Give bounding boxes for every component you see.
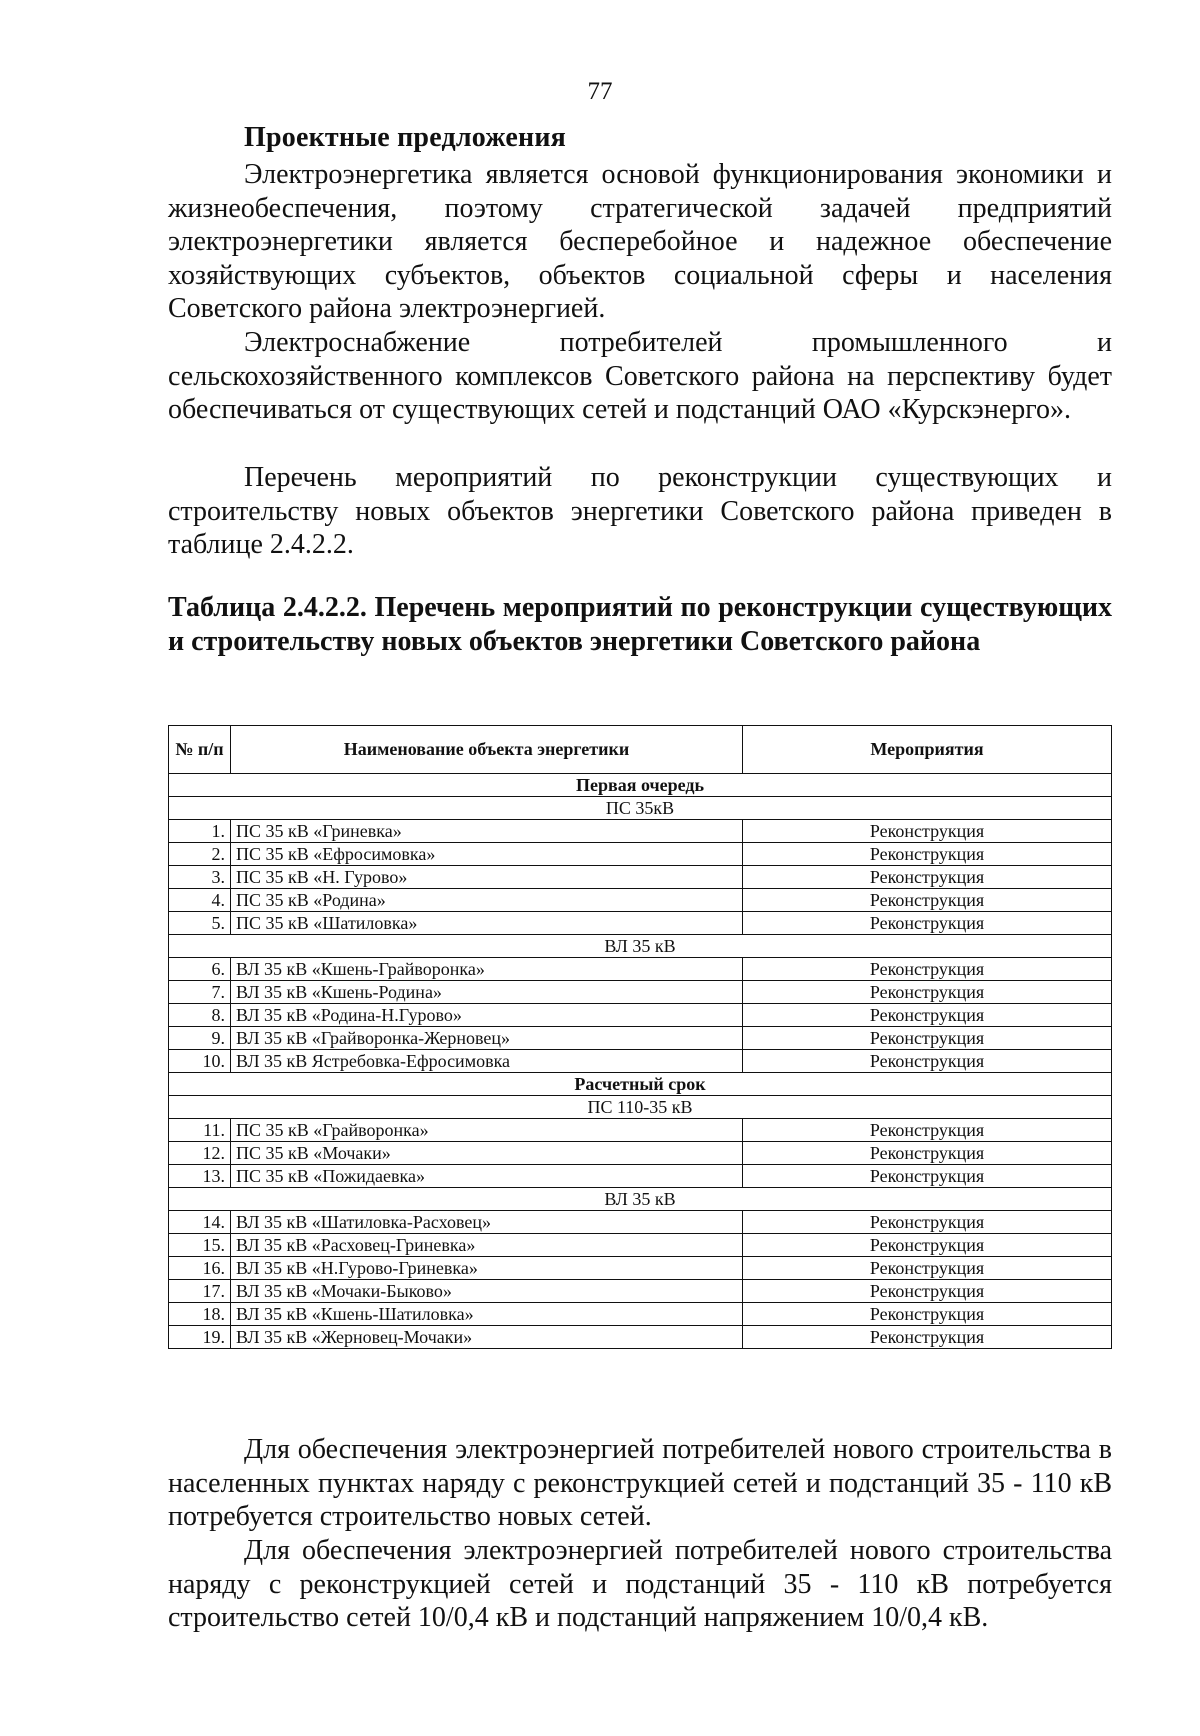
page-number: 77: [587, 78, 613, 105]
row-object-name: ПС 35 кВ «Пожидаевка»: [231, 1165, 743, 1188]
table-row: [169, 1234, 1112, 1257]
row-number: 8.: [169, 1004, 231, 1027]
table-group-row: [169, 774, 1112, 797]
row-object-name: ПС 35 кВ «Родина»: [231, 889, 743, 912]
row-action: Реконструкция: [743, 912, 1112, 935]
row-action: Реконструкция: [743, 958, 1112, 981]
row-number: 10.: [169, 1050, 231, 1073]
header-object-name: Наименование объекта энергетики: [231, 726, 743, 774]
row-number: 4.: [169, 889, 231, 912]
row-object-name: ПС 35 кВ «Мочаки»: [231, 1142, 743, 1165]
row-object-name: ПС 35 кВ «Гриневка»: [231, 820, 743, 843]
row-number: 9.: [169, 1027, 231, 1050]
row-number: 16.: [169, 1257, 231, 1280]
paragraph-table-reference: Перечень мероприятий по реконструкции существующих и строительству новых объектов энергетики Советского района приведен в таблице 2.4.2.2.: [168, 462, 1112, 560]
row-action: Реконструкция: [743, 1257, 1112, 1280]
table-row: [169, 866, 1112, 889]
row-action: Реконструкция: [743, 1004, 1112, 1027]
table-group-title: Первая очередь: [169, 774, 1112, 797]
row-object-name: ВЛ 35 кВ «Шатиловка-Расховец»: [231, 1211, 743, 1234]
events-table: [168, 725, 1112, 1349]
row-action: Реконструкция: [743, 1234, 1112, 1257]
row-object-name: ВЛ 35 кВ Ястребовка-Ефросимовка: [231, 1050, 743, 1073]
table-caption: Таблица 2.4.2.2. Перечень мероприятий по реконструкции существующих и строительству новых объектов энергетики Советского района: [168, 592, 1112, 657]
header-action: Мероприятия: [743, 726, 1112, 774]
table-row: [169, 1050, 1112, 1073]
row-object-name: ВЛ 35 кВ «Кшень-Шатиловка»: [231, 1303, 743, 1326]
row-object-name: ПС 35 кВ «Ефросимовка»: [231, 843, 743, 866]
row-number: 7.: [169, 981, 231, 1004]
row-object-name: ПС 35 кВ «Н. Гурово»: [231, 866, 743, 889]
table-header-row: [169, 726, 1112, 774]
row-number: 1.: [169, 820, 231, 843]
table-row: [169, 1211, 1112, 1234]
row-object-name: ПС 35 кВ «Шатиловка»: [231, 912, 743, 935]
row-action: Реконструкция: [743, 1211, 1112, 1234]
paragraph-new-networks: Для обеспечения электроэнергией потребителей нового строительства в населенных пунктах наряду с реконструкцией сетей и подстанций 35 - 110 кВ потребуется строительство новых сетей.: [168, 1434, 1112, 1532]
table-row: [169, 1165, 1112, 1188]
row-number: 6.: [169, 958, 231, 981]
row-action: Реконструкция: [743, 1280, 1112, 1303]
paragraph-new-substations: Для обеспечения электроэнергией потребителей нового строительства наряду с реконструкцией сетей и подстанций 35 - 110 кВ потребуется строительство сетей 10/0,4 кВ и подстанций напряжением 10/0,4 кВ.: [168, 1535, 1112, 1633]
section-heading: Проектные предложения: [244, 122, 567, 153]
row-number: 11.: [169, 1119, 231, 1142]
row-object-name: ВЛ 35 кВ «Грайворонка-Жерновец»: [231, 1027, 743, 1050]
table-group-title: Расчетный срок: [169, 1073, 1112, 1096]
row-number: 17.: [169, 1280, 231, 1303]
table-row: [169, 843, 1112, 866]
row-action: Реконструкция: [743, 866, 1112, 889]
table-subgroup-row: [169, 797, 1112, 820]
row-number: 19.: [169, 1326, 231, 1349]
table-row: [169, 912, 1112, 935]
row-number: 2.: [169, 843, 231, 866]
table-row: [169, 1027, 1112, 1050]
row-object-name: ПС 35 кВ «Грайворонка»: [231, 1119, 743, 1142]
paragraph-supply: Электроснабжение потребителей промышленного и сельскохозяйственного комплексов Советского района на перспективу будет обеспечиваться от существующих сетей и подстанций ОАО «Курскэнерго».: [168, 327, 1112, 425]
table-row: [169, 958, 1112, 981]
table-subgroup-title: ПС 110-35 кВ: [169, 1096, 1112, 1119]
row-object-name: ВЛ 35 кВ «Мочаки-Быково»: [231, 1280, 743, 1303]
table-row: [169, 1119, 1112, 1142]
row-number: 5.: [169, 912, 231, 935]
table-row: [169, 820, 1112, 843]
table-subgroup-row: [169, 1096, 1112, 1119]
row-object-name: ВЛ 35 кВ «Расховец-Гриневка»: [231, 1234, 743, 1257]
paragraph-intro: Электроэнергетика является основой функционирования экономики и жизнеобеспечения, поэтому стратегической задачей предприятий электроэнергетики является бесперебойное и надежное обеспечение хозяйствующих субъектов, объектов социальной сферы и населения Советского района электроэнергией.: [168, 159, 1112, 324]
row-object-name: ВЛ 35 кВ «Жерновец-Мочаки»: [231, 1326, 743, 1349]
table-subgroup-row: [169, 935, 1112, 958]
row-action: Реконструкция: [743, 1119, 1112, 1142]
row-action: Реконструкция: [743, 981, 1112, 1004]
row-action: Реконструкция: [743, 889, 1112, 912]
table-row: [169, 1142, 1112, 1165]
table-body: [169, 774, 1112, 1349]
table-subgroup-title: ВЛ 35 кВ: [169, 935, 1112, 958]
row-action: Реконструкция: [743, 1165, 1112, 1188]
row-action: Реконструкция: [743, 843, 1112, 866]
row-action: Реконструкция: [743, 1303, 1112, 1326]
table-subgroup-title: ПС 35кВ: [169, 797, 1112, 820]
table-row: [169, 1326, 1112, 1349]
table-row: [169, 1004, 1112, 1027]
table-row: [169, 981, 1112, 1004]
row-object-name: ВЛ 35 кВ «Н.Гурово-Гриневка»: [231, 1257, 743, 1280]
row-action: Реконструкция: [743, 1050, 1112, 1073]
row-action: Реконструкция: [743, 1142, 1112, 1165]
table-subgroup-title: ВЛ 35 кВ: [169, 1188, 1112, 1211]
events-table-wrapper: [168, 725, 1112, 1349]
row-number: 15.: [169, 1234, 231, 1257]
table-row: [169, 1280, 1112, 1303]
table-group-row: [169, 1073, 1112, 1096]
table-row: [169, 1303, 1112, 1326]
row-object-name: ВЛ 35 кВ «Родина-Н.Гурово»: [231, 1004, 743, 1027]
row-number: 3.: [169, 866, 231, 889]
row-number: 13.: [169, 1165, 231, 1188]
row-object-name: ВЛ 35 кВ «Кшень-Родина»: [231, 981, 743, 1004]
header-number: № п/п: [169, 726, 231, 774]
row-action: Реконструкция: [743, 1326, 1112, 1349]
row-action: Реконструкция: [743, 1027, 1112, 1050]
row-number: 18.: [169, 1303, 231, 1326]
row-number: 14.: [169, 1211, 231, 1234]
row-object-name: ВЛ 35 кВ «Кшень-Грайворонка»: [231, 958, 743, 981]
row-number: 12.: [169, 1142, 231, 1165]
table-subgroup-row: [169, 1188, 1112, 1211]
table-row: [169, 1257, 1112, 1280]
row-action: Реконструкция: [743, 820, 1112, 843]
table-row: [169, 889, 1112, 912]
